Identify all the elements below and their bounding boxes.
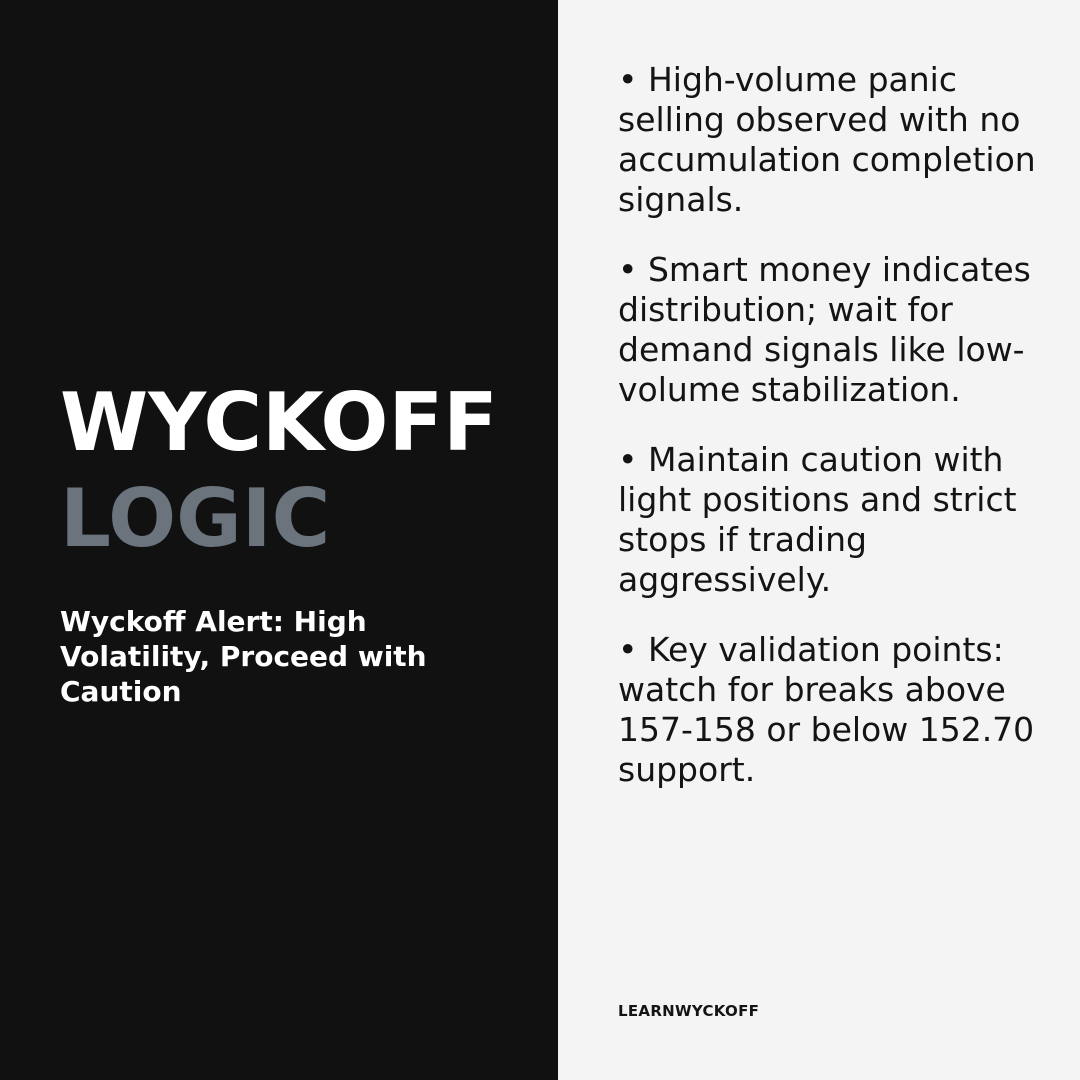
- bullet-item: • Key validation points: watch for breaks above 157-158 or below 152.70 support.: [618, 630, 1035, 789]
- brand-title: [60, 375, 498, 567]
- brand-title-line1: WYCKOFF: [60, 376, 498, 469]
- bullet-item: • High-volume panic selling observed with no accumulation completion signals.: [618, 60, 1036, 219]
- alert-subtitle: Wyckoff Alert: High Volatility, Proceed with Caution: [60, 605, 427, 708]
- footer-brand: LEARNWYCKOFF: [618, 1002, 760, 1020]
- bullet-list: [618, 60, 1038, 820]
- right-panel: [558, 0, 1080, 1080]
- brand-title-line2: LOGIC: [60, 472, 331, 565]
- bullet-item: • Smart money indicates distribution; wait for demand signals like low-volume stabilization.: [618, 250, 1031, 409]
- bullet-item: • Maintain caution with light positions and strict stops if trading aggressively.: [618, 440, 1017, 599]
